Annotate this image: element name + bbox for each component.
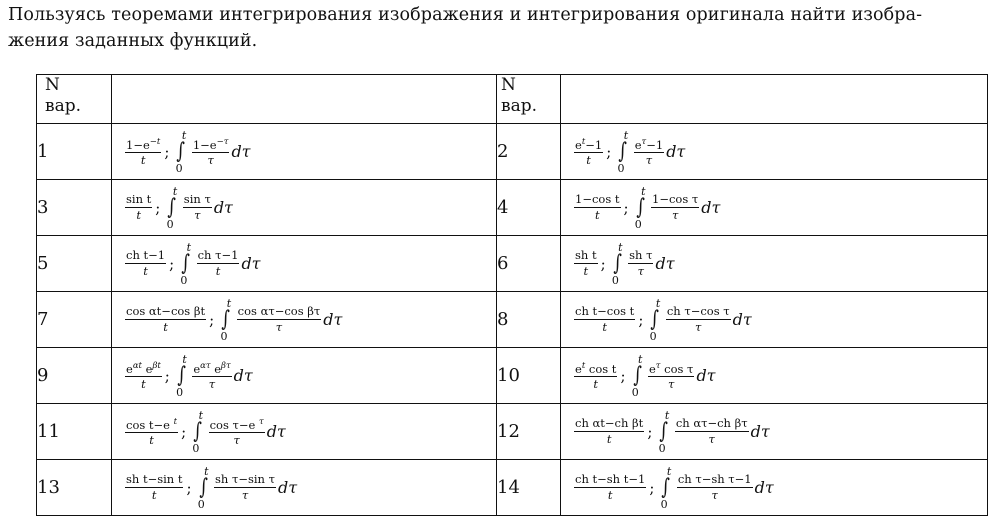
fraction-denominator: τ	[194, 208, 201, 222]
integral-lower-limit: 0	[617, 161, 625, 175]
function-fraction	[574, 136, 603, 168]
fraction-numerator: ch τ−1	[197, 248, 239, 262]
integral-upper-limit: t	[655, 296, 661, 310]
variant-number-cell: 3	[37, 180, 112, 236]
fraction-denominator: τ	[207, 153, 214, 168]
fraction-denominator: t	[149, 433, 154, 448]
function-cell	[561, 348, 988, 404]
integral-sign	[220, 298, 231, 342]
problem-statement	[8, 2, 998, 54]
formula-right	[573, 130, 685, 174]
integrand-fraction	[183, 193, 212, 222]
fraction-numerator: $e^t$ cos t	[575, 360, 617, 376]
integral-lower-limit: 0	[166, 217, 174, 231]
fraction-denominator: t	[163, 320, 168, 334]
differential: dτ	[696, 366, 716, 385]
table-row	[37, 460, 988, 516]
integrand-fraction	[237, 305, 322, 334]
variant-number-cell: 2	[497, 124, 561, 180]
integral-symbol: ∫	[632, 362, 642, 388]
function-cell	[112, 236, 497, 292]
function-cell	[561, 292, 988, 348]
fraction-numerator: 1−cos t	[575, 192, 620, 206]
semicolon: ;	[649, 478, 655, 497]
integral-upper-limit: t	[641, 184, 646, 198]
integral-upper-limit: t	[623, 128, 629, 142]
formula-left	[124, 130, 251, 174]
header-var-label: вар.	[501, 96, 537, 116]
variant-number-cell: 1	[37, 124, 112, 180]
function-cell	[112, 180, 497, 236]
variant-number-cell: 6	[497, 236, 561, 292]
fraction-numerator: sh t−sin t	[126, 472, 183, 486]
semicolon: ;	[647, 422, 653, 441]
function-fraction	[125, 249, 166, 278]
function-cell	[561, 236, 988, 292]
header-function-cell-right	[561, 75, 988, 124]
integral-symbol: ∫	[181, 250, 191, 276]
fraction-numerator: sin τ	[183, 192, 211, 206]
variant-number-cell: 14	[497, 460, 561, 516]
function-fraction	[574, 417, 644, 446]
semicolon: ;	[606, 142, 612, 161]
variant-number-cell: 11	[37, 404, 112, 460]
fraction-denominator: τ	[711, 488, 718, 502]
table-row	[37, 292, 988, 348]
integral-sign	[166, 186, 177, 230]
fraction-numerator: sh τ	[629, 248, 653, 262]
formula-left	[124, 410, 286, 454]
variant-number-cell: 13	[37, 460, 112, 516]
fraction-numerator: $e^\tau-1$	[634, 136, 664, 152]
integral-sign	[175, 130, 186, 174]
integral-symbol: ∫	[177, 362, 186, 388]
formula-left	[124, 298, 342, 342]
fraction-numerator: ch ατ−ch βτ	[675, 416, 748, 430]
integral-upper-limit: t	[664, 408, 670, 422]
integral-lower-limit: 0	[220, 329, 228, 343]
integrand-fraction	[209, 416, 265, 448]
table-row	[37, 236, 988, 292]
function-cell	[561, 404, 988, 460]
fraction-denominator: t	[136, 208, 141, 222]
formula-left	[124, 466, 297, 510]
integral-symbol: ∫	[221, 306, 231, 332]
fraction-numerator: 1−cos τ	[652, 192, 699, 206]
integrand-fraction	[192, 136, 230, 168]
integral-symbol: ∫	[167, 194, 177, 220]
fraction-denominator: τ	[233, 433, 240, 448]
fraction-numerator: $1-e^{-\tau}$	[192, 136, 229, 152]
fraction-denominator: t	[583, 264, 589, 278]
integral-symbol: ∫	[198, 474, 208, 500]
integrand-fraction	[675, 417, 749, 446]
fraction-numerator: $e^t-1$	[575, 136, 603, 152]
fraction-numerator: ch t−cos t	[575, 304, 635, 318]
fraction-denominator: t	[593, 377, 599, 392]
function-cell	[112, 124, 497, 180]
fraction-denominator: τ	[695, 320, 702, 334]
semicolon: ;	[169, 254, 175, 273]
fraction-denominator: τ	[645, 153, 653, 168]
fraction-denominator: t	[141, 377, 146, 392]
header-n-label: N	[501, 75, 516, 95]
integrand-fraction	[197, 249, 240, 278]
formula-right	[573, 242, 675, 286]
differential: dτ	[241, 254, 261, 273]
fraction-numerator: cos τ−e $^\tau$	[209, 416, 264, 432]
fraction-numerator: cos ατ−cos βτ	[237, 304, 321, 318]
integral-lower-limit: 0	[611, 273, 619, 287]
table-row	[37, 348, 988, 404]
integral-upper-limit: t	[186, 240, 192, 254]
variant-number-cell: 8	[497, 292, 561, 348]
integral-symbol: ∫	[635, 194, 645, 220]
function-fraction	[125, 136, 161, 168]
variant-number-cell: 5	[37, 236, 112, 292]
function-cell	[112, 404, 497, 460]
function-fraction	[125, 416, 178, 448]
header-var-label: вар.	[45, 96, 81, 116]
problem-statement-line-2: жения заданных функций.	[8, 31, 258, 51]
function-fraction	[574, 305, 635, 334]
table-header-row	[37, 75, 988, 124]
fraction-denominator: t	[586, 153, 591, 168]
fraction-denominator: τ	[241, 488, 249, 502]
integrand-fraction	[677, 473, 753, 502]
fraction-numerator: cos αt−cos βt	[126, 304, 206, 318]
variant-number-cell: 10	[497, 348, 561, 404]
fraction-numerator: ch τ−cos τ	[666, 304, 730, 318]
fraction-denominator: t	[606, 432, 612, 446]
fraction-numerator: ch αt−ch βt	[575, 416, 644, 430]
integral-sign	[192, 410, 203, 454]
integral-symbol: ∫	[176, 138, 186, 164]
fraction-numerator: cos t−e $^t$	[126, 416, 178, 432]
integral-sign	[658, 410, 669, 454]
function-cell	[112, 460, 497, 516]
fraction-numerator: sh τ−sin τ	[215, 472, 275, 486]
integral-lower-limit: 0	[192, 441, 200, 455]
semicolon: ;	[181, 422, 187, 441]
function-fraction	[125, 473, 183, 502]
fraction-numerator: ch t−1	[126, 248, 166, 262]
integral-upper-limit: t	[182, 352, 187, 366]
differential: dτ	[277, 478, 298, 497]
function-cell	[112, 292, 497, 348]
header-function-cell-left	[112, 75, 497, 124]
integral-lower-limit: 0	[175, 161, 183, 175]
formula-right	[573, 186, 720, 230]
function-fraction	[125, 305, 206, 334]
variant-number-cell: 4	[497, 180, 561, 236]
formula-right	[573, 354, 716, 398]
variant-number-cell: 7	[37, 292, 112, 348]
semicolon: ;	[186, 478, 192, 497]
differential: dτ	[750, 422, 770, 441]
differential: dτ	[655, 254, 675, 273]
semicolon: ;	[600, 254, 606, 273]
header-n-label: N	[45, 75, 60, 95]
differential: dτ	[754, 478, 774, 497]
fraction-denominator: t	[215, 264, 221, 278]
function-cell	[112, 348, 497, 404]
semicolon: ;	[638, 310, 644, 329]
integral-lower-limit: 0	[197, 497, 205, 511]
differential: dτ	[231, 142, 251, 161]
fraction-numerator: ch t−sh t−1	[575, 472, 646, 486]
integral-upper-limit: t	[226, 296, 232, 310]
integral-sign	[198, 466, 209, 510]
integral-upper-limit: t	[204, 464, 209, 478]
fraction-numerator: $1-e^{-t}$	[126, 136, 161, 152]
integral-upper-limit: t	[618, 240, 623, 254]
formula-right	[573, 466, 774, 510]
fraction-denominator: t	[602, 320, 607, 334]
integral-lower-limit: 0	[176, 385, 184, 399]
fraction-numerator: sh t	[575, 248, 597, 262]
integral-symbol: ∫	[659, 418, 669, 444]
integrand-fraction	[628, 249, 653, 278]
differential: dτ	[666, 142, 686, 161]
fraction-denominator: t	[143, 264, 148, 278]
differential: dτ	[266, 422, 286, 441]
function-fraction	[125, 193, 152, 222]
fraction-denominator: τ	[671, 208, 679, 222]
integrand-fraction	[192, 360, 231, 392]
semicolon: ;	[620, 366, 626, 385]
table-row	[37, 124, 988, 180]
formula-left	[124, 186, 233, 230]
differential: dτ	[233, 366, 253, 385]
integral-upper-limit: t	[198, 408, 204, 422]
formula-left	[124, 354, 253, 398]
header-variant-cell-right	[497, 75, 561, 124]
function-fraction	[574, 473, 646, 502]
function-cell	[561, 460, 988, 516]
differential: dτ	[701, 198, 721, 217]
integral-lower-limit: 0	[631, 385, 639, 399]
integral-sign	[617, 130, 628, 174]
semicolon: ;	[164, 142, 170, 161]
integrand-fraction	[651, 193, 699, 222]
fraction-denominator: t	[607, 488, 613, 502]
semicolon: ;	[155, 198, 161, 217]
fraction-numerator: $e^\tau$ cos τ	[648, 360, 694, 376]
table-row	[37, 180, 988, 236]
integrand-fraction	[648, 360, 694, 392]
function-fraction	[125, 360, 162, 392]
function-fraction	[574, 193, 621, 222]
formula-left	[124, 242, 261, 286]
fraction-denominator: t	[594, 208, 600, 222]
formula-right	[573, 298, 752, 342]
semicolon: ;	[164, 366, 170, 385]
function-cell	[561, 124, 988, 180]
integral-sign	[180, 242, 191, 286]
formula-right	[573, 410, 770, 454]
fraction-denominator: τ	[708, 432, 715, 446]
integral-lower-limit: 0	[660, 497, 668, 511]
fraction-denominator: t	[140, 153, 146, 168]
integral-sign	[635, 186, 646, 230]
integral-lower-limit: 0	[658, 441, 666, 455]
integrand-fraction	[634, 136, 664, 168]
fraction-denominator: τ	[637, 264, 644, 278]
fraction-numerator: ch τ−sh τ−1	[677, 472, 752, 486]
function-fraction	[574, 249, 598, 278]
integral-upper-limit: t	[181, 128, 187, 142]
integral-upper-limit: t	[638, 352, 643, 366]
fraction-denominator: τ	[668, 377, 675, 392]
variant-number-cell: 9	[37, 348, 112, 404]
integral-sign	[632, 354, 643, 398]
fraction-numerator: $e^{\alpha\tau}$ $e^{\beta\tau}$	[193, 360, 231, 376]
integral-upper-limit: t	[666, 464, 672, 478]
integrand-fraction	[214, 473, 276, 502]
integral-sign	[649, 298, 660, 342]
integral-symbol: ∫	[661, 474, 671, 500]
integral-sign	[612, 242, 623, 286]
integral-upper-limit: t	[172, 184, 178, 198]
integral-lower-limit: 0	[180, 273, 188, 287]
function-fraction	[574, 360, 617, 392]
variants-table	[36, 74, 988, 516]
function-cell	[561, 180, 988, 236]
integral-symbol: ∫	[613, 250, 622, 276]
fraction-denominator: τ	[208, 377, 216, 392]
table-row	[37, 404, 988, 460]
header-variant-cell-left	[37, 75, 112, 124]
fraction-numerator: $e^{\alpha t}$ $e^{\beta t}$	[126, 360, 161, 376]
semicolon: ;	[209, 310, 215, 329]
fraction-denominator: τ	[275, 320, 283, 334]
problem-statement-line-1: Пользуясь теоремами интегрирования изображения и интегрирования оригинала найти изобра-	[8, 5, 923, 25]
integral-symbol: ∫	[618, 138, 628, 164]
integral-lower-limit: 0	[634, 217, 642, 231]
fraction-denominator: t	[151, 488, 157, 502]
fraction-numerator: sin t	[126, 192, 152, 206]
differential: dτ	[732, 310, 752, 329]
integral-lower-limit: 0	[649, 329, 657, 343]
integral-symbol: ∫	[193, 418, 203, 444]
integral-sign	[176, 354, 187, 398]
differential: dτ	[213, 198, 233, 217]
integrand-fraction	[666, 305, 731, 334]
differential: dτ	[323, 310, 343, 329]
integral-symbol: ∫	[650, 306, 660, 332]
semicolon: ;	[623, 198, 629, 217]
integral-sign	[660, 466, 671, 510]
variant-number-cell: 12	[497, 404, 561, 460]
